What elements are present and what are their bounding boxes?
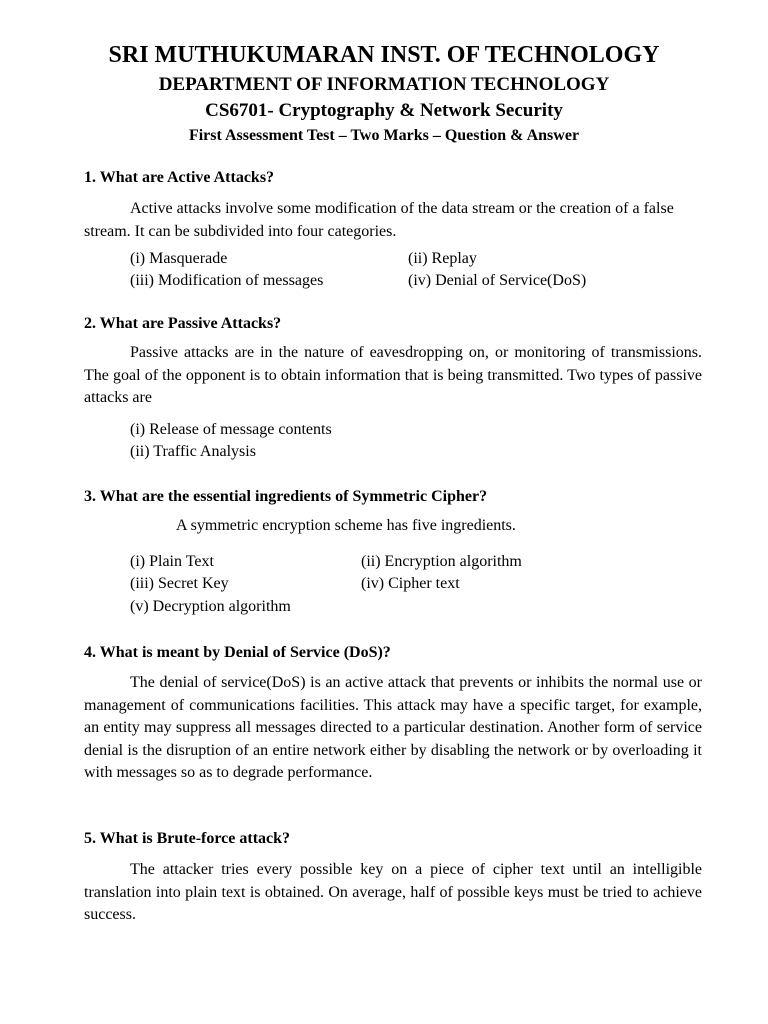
- list-item: (i) Release of message contents: [130, 421, 332, 438]
- list-item: (iii) Modification of messages: [130, 272, 324, 289]
- test-title: First Assessment Test – Two Marks – Question & Answer: [188, 127, 580, 144]
- list-item: (v) Decryption algorithm: [130, 598, 291, 615]
- course-title: CS6701- Cryptography & Network Security: [205, 100, 563, 121]
- answer-2: Passive attacks are in the nature of eavesdropping on, or monitoring of transmissions. The goal of the opponent is to obtain information that is being transmitted. Two types of passive attacks are: [84, 344, 702, 407]
- list-item: (ii) Encryption algorithm: [361, 553, 522, 570]
- institute-title: SRI MUTHUKUMARAN INST. OF TECHNOLOGY: [108, 42, 660, 68]
- question-1: 1. What are Active Attacks?: [84, 169, 275, 186]
- list-item: (ii) Replay: [408, 250, 477, 267]
- department-title: DEPARTMENT OF INFORMATION TECHNOLOGY: [158, 74, 610, 95]
- question-3: 3. What are the essential ingredients of Symmetric Cipher?: [84, 488, 488, 505]
- question-5: 5. What is Brute-force attack?: [84, 830, 291, 847]
- list-item: (iii) Secret Key: [130, 575, 229, 592]
- list-item: (i) Plain Text: [130, 553, 214, 570]
- answer-1: Active attacks involve some modification of the data stream or the creation of a false stream. It can be subdivided into four categories.: [84, 200, 674, 240]
- answer-3: A symmetric encryption scheme has five ingredients.: [176, 517, 516, 534]
- question-4: 4. What is meant by Denial of Service (DoS)?: [84, 644, 391, 661]
- answer-4: The denial of service(DoS) is an active attack that prevents or inhibits the normal use or management of communications facilities. This attack may have a specific target, for example, an entity may suppress all messages directed to a particular destination. Another form of service denial is the disruption of an entire network either by disabling the network or by overloading it with messages so as to degrade performance.: [84, 674, 702, 782]
- list-item: (iv) Cipher text: [361, 575, 460, 592]
- list-item: (iv) Denial of Service(DoS): [408, 272, 587, 289]
- list-item: (ii) Traffic Analysis: [130, 443, 256, 460]
- list-item: (i) Masquerade: [130, 250, 228, 267]
- question-2: 2. What are Passive Attacks?: [84, 315, 282, 332]
- answer-5: The attacker tries every possible key on a piece of cipher text until an intelligible translation into plain text is obtained. On average, half of possible keys must be tried to achieve success.: [84, 861, 702, 924]
